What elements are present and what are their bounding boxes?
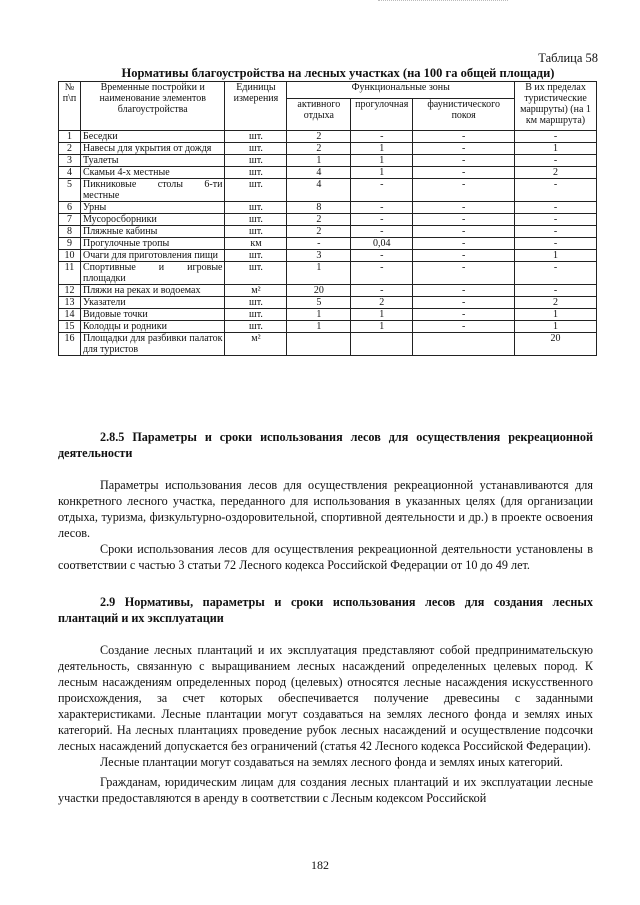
route-value: 2 [515, 297, 597, 309]
section-2-9 [58, 594, 593, 806]
faunal-rest-value: - [413, 214, 515, 226]
header-routes: В их пределах туристические маршруты) (на 1 км маршрута) [515, 82, 597, 131]
table-row [59, 285, 597, 297]
header-unit: Единицы измерения [225, 82, 287, 131]
route-value: 1 [515, 321, 597, 333]
unit: шт. [225, 309, 287, 321]
unit: шт. [225, 155, 287, 167]
walking-zone-value: - [351, 202, 413, 214]
active-rest-value: 1 [287, 155, 351, 167]
table-row [59, 214, 597, 226]
route-value: - [515, 131, 597, 143]
element-name: Урны [80, 202, 225, 214]
unit: шт. [225, 179, 287, 202]
page-number: 182 [311, 858, 329, 872]
header-walking: прогулочная [351, 98, 413, 130]
row-number: 3 [59, 155, 81, 167]
unit: шт. [225, 143, 287, 155]
table-row [59, 238, 597, 250]
active-rest-value: 3 [287, 250, 351, 262]
row-number: 5 [59, 179, 81, 202]
active-rest-value: 4 [287, 167, 351, 179]
table-row [59, 167, 597, 179]
row-number: 7 [59, 214, 81, 226]
walking-zone-value: - [351, 131, 413, 143]
unit: шт. [225, 202, 287, 214]
table-number: Таблица 58 [538, 51, 598, 65]
unit: шт. [225, 250, 287, 262]
walking-zone-value [351, 333, 413, 356]
active-rest-value [287, 333, 351, 356]
route-value: - [515, 202, 597, 214]
row-number: 1 [59, 131, 81, 143]
row-number: 14 [59, 309, 81, 321]
route-value: - [515, 262, 597, 285]
route-value: 1 [515, 143, 597, 155]
element-name: Пляжные кабины [80, 226, 225, 238]
unit: м² [225, 333, 287, 356]
table-row [59, 202, 597, 214]
walking-zone-value: 2 [351, 297, 413, 309]
row-number: 9 [59, 238, 81, 250]
table-row [59, 262, 597, 285]
route-value: - [515, 179, 597, 202]
improvement-norms-table [58, 81, 597, 356]
unit: шт. [225, 131, 287, 143]
walking-zone-value: 1 [351, 167, 413, 179]
table-title: Нормативы благоустройства на лесных участках (на 100 га общей площади) [121, 66, 555, 80]
element-name: Мусоросборники [80, 214, 225, 226]
unit: шт. [225, 226, 287, 238]
walking-zone-value: - [351, 250, 413, 262]
active-rest-value: 2 [287, 143, 351, 155]
route-value: 2 [515, 167, 597, 179]
walking-zone-value: 1 [351, 143, 413, 155]
faunal-rest-value: - [413, 238, 515, 250]
scan-edge-mark [378, 0, 508, 1]
faunal-rest-value [413, 333, 515, 356]
active-rest-value: 2 [287, 131, 351, 143]
row-number: 11 [59, 262, 81, 285]
row-number: 15 [59, 321, 81, 333]
paragraph: Создание лесных плантаций и их эксплуатация представляют собой предпринимательскую деятельность, связанную с выращиванием лесных насаждений определенных целевых пород. К лесным насаждениям определенных пород (целевых) относятся лесные насаждения искусственного происхождения, за счет которых обеспечивается получение древесины с заданными характеристиками. Лесные плантации могут создаваться на землях лесного фонда и землях иных категорий. На лесных плантациях проведение рубок лесных насаждений и осуществление подсочки лесных насаждений допускается без ограничений (статья 42 Лесного кодекса Российской Федерации). [58, 643, 593, 753]
active-rest-value: 1 [287, 309, 351, 321]
element-name: Прогулочные тропы [80, 238, 225, 250]
faunal-rest-value: - [413, 250, 515, 262]
unit: шт. [225, 262, 287, 285]
header-zones: Функциональные зоны [287, 82, 515, 99]
element-name: Видовые точки [80, 309, 225, 321]
active-rest-value: 8 [287, 202, 351, 214]
row-number: 4 [59, 167, 81, 179]
active-rest-value: 2 [287, 226, 351, 238]
faunal-rest-value: - [413, 226, 515, 238]
walking-zone-value: 0,04 [351, 238, 413, 250]
walking-zone-value: 1 [351, 321, 413, 333]
faunal-rest-value: - [413, 309, 515, 321]
active-rest-value: 20 [287, 285, 351, 297]
unit: шт. [225, 167, 287, 179]
table-body [59, 131, 597, 356]
table-row [59, 226, 597, 238]
faunal-rest-value: - [413, 262, 515, 285]
route-value: 1 [515, 309, 597, 321]
table-row [59, 155, 597, 167]
header-num: № п\п [59, 82, 81, 131]
walking-zone-value: 1 [351, 309, 413, 321]
section-heading: 2.8.5 Параметры и сроки использования лесов для осуществления рекреационной деятельности [58, 430, 593, 460]
element-name: Навесы для укрытия от дождя [80, 143, 225, 155]
faunal-rest-value: - [413, 131, 515, 143]
faunal-rest-value: - [413, 297, 515, 309]
paragraph: Лесные плантации могут создаваться на землях лесного фонда и землях иных категорий. [100, 755, 563, 769]
element-name: Очаги для приготовления пищи [80, 250, 225, 262]
route-value: - [515, 155, 597, 167]
faunal-rest-value: - [413, 179, 515, 202]
element-name: Пляжи на реках и водоемах [80, 285, 225, 297]
active-rest-value: 1 [287, 321, 351, 333]
table-row [59, 309, 597, 321]
header-faunal: фаунистического покоя [413, 98, 515, 130]
walking-zone-value: - [351, 214, 413, 226]
row-number: 2 [59, 143, 81, 155]
table-row [59, 321, 597, 333]
route-value: - [515, 214, 597, 226]
table-row [59, 179, 597, 202]
active-rest-value: - [287, 238, 351, 250]
row-number: 8 [59, 226, 81, 238]
route-value: - [515, 285, 597, 297]
faunal-rest-value: - [413, 155, 515, 167]
header-active: активного отдыха [287, 98, 351, 130]
unit: км [225, 238, 287, 250]
walking-zone-value: - [351, 285, 413, 297]
table-row [59, 143, 597, 155]
faunal-rest-value: - [413, 202, 515, 214]
active-rest-value: 4 [287, 179, 351, 202]
unit: м² [225, 285, 287, 297]
unit: шт. [225, 214, 287, 226]
element-name: Спортивные и игровые площадки [80, 262, 225, 285]
walking-zone-value: 1 [351, 155, 413, 167]
route-value: 1 [515, 250, 597, 262]
walking-zone-value: - [351, 179, 413, 202]
faunal-rest-value: - [413, 143, 515, 155]
header-name: Временные постройки и наименование элементов благоустройства [80, 82, 225, 131]
row-number: 6 [59, 202, 81, 214]
table-row [59, 297, 597, 309]
section-2-8-5 [58, 429, 593, 573]
section-heading: 2.9 Нормативы, параметры и сроки использования лесов для создания лесных плантаций и их эксплуатации [58, 595, 593, 625]
faunal-rest-value: - [413, 321, 515, 333]
row-number: 16 [59, 333, 81, 356]
element-name: Площадки для разбивки палаток для туристов [80, 333, 225, 356]
paragraph: Параметры использования лесов для осуществления рекреационной устанавливаются для конкретного лесного участка, переданного для использования в указанных целях (для организации отдыха, туризма, физкультурно-оздоровительной, спортивной деятельности и др.) в проекте освоения лесов. [58, 478, 593, 540]
route-value: - [515, 226, 597, 238]
element-name: Беседки [80, 131, 225, 143]
walking-zone-value: - [351, 226, 413, 238]
faunal-rest-value: - [413, 285, 515, 297]
unit: шт. [225, 321, 287, 333]
table-row [59, 333, 597, 356]
active-rest-value: 1 [287, 262, 351, 285]
element-name: Указатели [80, 297, 225, 309]
faunal-rest-value: - [413, 167, 515, 179]
table-row [59, 250, 597, 262]
row-number: 10 [59, 250, 81, 262]
element-name: Колодцы и родники [80, 321, 225, 333]
table-row [59, 131, 597, 143]
route-value: - [515, 238, 597, 250]
paragraph: Гражданам, юридическим лицам для создания лесных плантаций и их эксплуатации лесные участки предоставляются в аренду в соответствии с Лесным кодексом Российской [58, 775, 593, 805]
row-number: 12 [59, 285, 81, 297]
element-name: Скамьи 4-х местные [80, 167, 225, 179]
element-name: Пикниковые столы 6-ти местные [80, 179, 225, 202]
active-rest-value: 5 [287, 297, 351, 309]
route-value: 20 [515, 333, 597, 356]
paragraph: Сроки использования лесов для осуществления рекреационной деятельности установлены в соответствии с частью 3 статьи 72 Лесного кодекса Российской Федерации от 10 до 49 лет. [58, 542, 593, 572]
walking-zone-value: - [351, 262, 413, 285]
unit: шт. [225, 297, 287, 309]
active-rest-value: 2 [287, 214, 351, 226]
row-number: 13 [59, 297, 81, 309]
element-name: Туалеты [80, 155, 225, 167]
